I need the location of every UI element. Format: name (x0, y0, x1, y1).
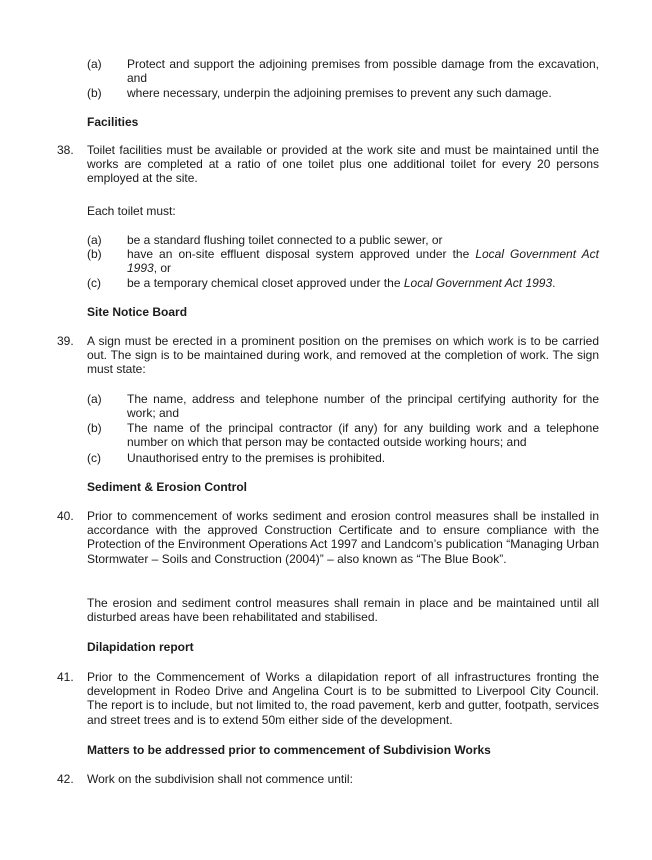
list-item (87, 451, 599, 467)
section-heading-subdivision: Matters to be addressed prior to commencement of Subdivision Works (87, 743, 491, 757)
list-item-label: (c) (87, 451, 101, 465)
clause-number: 41. (57, 670, 74, 684)
clause-intro: Each toilet must: (87, 204, 176, 218)
clause-paragraph: Work on the subdivision shall not commence until: (87, 772, 353, 786)
list-item-text: The name, address and telephone number of the principal certifying authority for the work; and (127, 392, 599, 421)
list-item-text: The name of the principal contractor (if any) for any building work and a telephone number on which that person may be contacted outside working hours; and (127, 421, 599, 450)
list-item-label: (b) (87, 247, 102, 261)
list-item-label: (a) (87, 392, 102, 406)
list-item-text: be a standard flushing toilet connected to a public sewer, or (127, 233, 443, 247)
clause-paragraph: Toilet facilities must be available or provided at the work site and must be maintained until the works are completed at a ratio of one toilet plus one additional toilet for every 20 persons employed at the site. (87, 143, 599, 186)
clause-paragraph: Prior to commencement of works sediment and erosion control measures shall be installed in accordance with the approved Construction Certificate and to ensure compliance with the Protection of the Environment Operations Act 1997 and Landcom’s publication “Managing Urban Stormwater – Soils and Construction (2004)” – also known as “The Blue Book”. (87, 509, 599, 566)
clause-number: 42. (57, 772, 74, 786)
list-item (87, 276, 599, 292)
list-item-label: (a) (87, 57, 102, 71)
clause-paragraph: A sign must be erected in a prominent position on the premises on which work is to be carried out. The sign is to be maintained during work, and removed at the completion of work. The sign must state: (87, 334, 599, 377)
list-item (87, 86, 599, 102)
section-heading-facilities: Facilities (87, 115, 139, 129)
section-heading-dilapidation: Dilapidation report (87, 640, 194, 654)
list-item-label: (a) (87, 233, 102, 247)
list-item (87, 421, 599, 451)
list-item-text: have an on-site effluent disposal system approved under the Local Government Act 1993, or (127, 247, 599, 276)
clause-number: 38. (57, 143, 74, 157)
list-item-text: be a temporary chemical closet approved under the Local Government Act 1993. (127, 276, 556, 290)
clause-number: 39. (57, 334, 74, 348)
section-heading-sediment: Sediment & Erosion Control (87, 480, 248, 494)
section-heading-site-notice: Site Notice Board (87, 305, 188, 319)
list-item (87, 392, 599, 422)
list-item-label: (b) (87, 86, 102, 100)
list-item-text: where necessary, underpin the adjoining premises to prevent any such damage. (127, 86, 552, 100)
list-item-text: Protect and support the adjoining premises from possible damage from the excavation, and (127, 57, 599, 86)
list-item-text: Unauthorised entry to the premises is prohibited. (127, 451, 386, 465)
list-item (87, 57, 599, 87)
list-item (87, 247, 599, 277)
clause-paragraph: Prior to the Commencement of Works a dilapidation report of all infrastructures fronting the development in Rodeo Drive and Angelina Court is to be submitted to Liverpool City Council. The report is to include, but not limited to, the road pavement, kerb and gutter, footpath, services and street trees and is to extend 50m either side of the development. (87, 670, 599, 727)
list-item-label: (c) (87, 276, 101, 290)
clause-paragraph-2: The erosion and sediment control measures shall remain in place and be maintained until all disturbed areas have been rehabilitated and stabilised. (87, 596, 599, 625)
list-item-label: (b) (87, 421, 102, 435)
clause-number: 40. (57, 509, 74, 523)
